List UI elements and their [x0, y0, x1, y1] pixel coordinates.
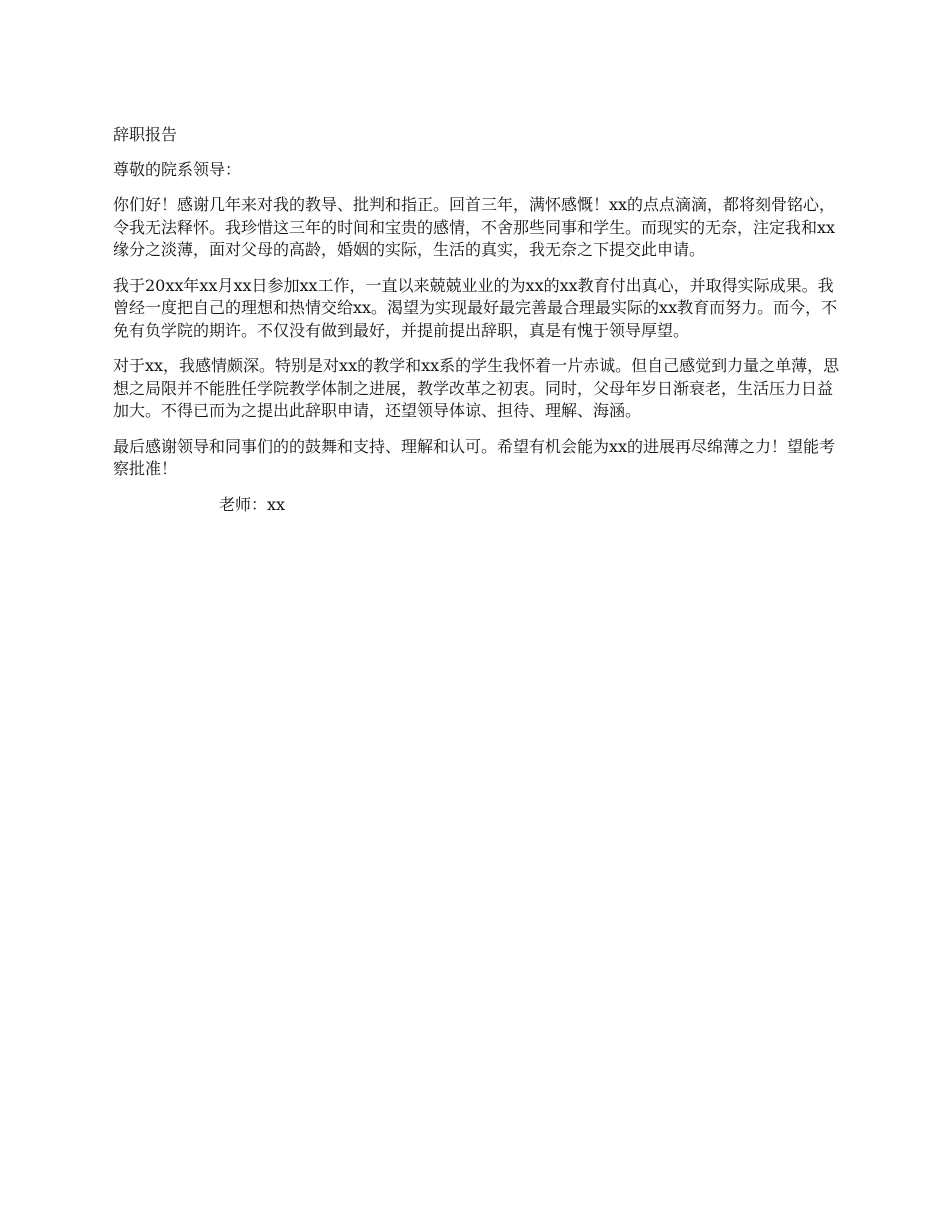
paragraph-reasons: 对于xx，我感情颇深。特别是对xx的教学和xx系的学生我怀着一片赤诚。但自己感觉到力量之单薄，思想之局限并不能胜任学院教学体制之进展，教学改革之初衷。同时，父母年岁日渐衰老，生活压力日益加大。不得已而为之提出此辞职申请，还望领导体谅、担待、理解、海涵。 — [113, 356, 840, 420]
paragraph-closing: 最后感谢领导和同事们的的鼓舞和支持、理解和认可。希望有机会能为xx的进展再尽绵薄之力！望能考察批准！ — [113, 436, 836, 478]
paragraph-greeting: 你们好！感谢几年来对我的教导、批判和指正。回首三年，满怀感慨！xx的点点滴滴，都将刻骨铭心，令我无法释怀。我珍惜这三年的时间和宝贵的感情，不舍那些同事和学生。而现实的无奈，注定我和xx缘分之淡薄，面对父母的高龄，婚姻的实际，生活的真实，我无奈之下提交此申请。 — [113, 195, 836, 259]
paragraph-work-history: 我于20xx年xx月xx日参加xx工作，一直以来兢兢业业的为xx的xx教育付出真心，并取得实际成果。我曾经一度把自己的理想和热情交给xx。渴望为实现最好最完善最合理最实际的xx教育而努力。而今，不免有负学院的期许。不仅没有做到最好，并提前提出辞职，真是有愧于领导厚望。 — [113, 275, 838, 340]
salutation: 尊敬的院系领导： — [113, 159, 242, 179]
document-title: 辞职报告 — [113, 125, 178, 144]
resignation-letter — [113, 124, 841, 516]
signature: 老师：xx — [219, 494, 286, 514]
